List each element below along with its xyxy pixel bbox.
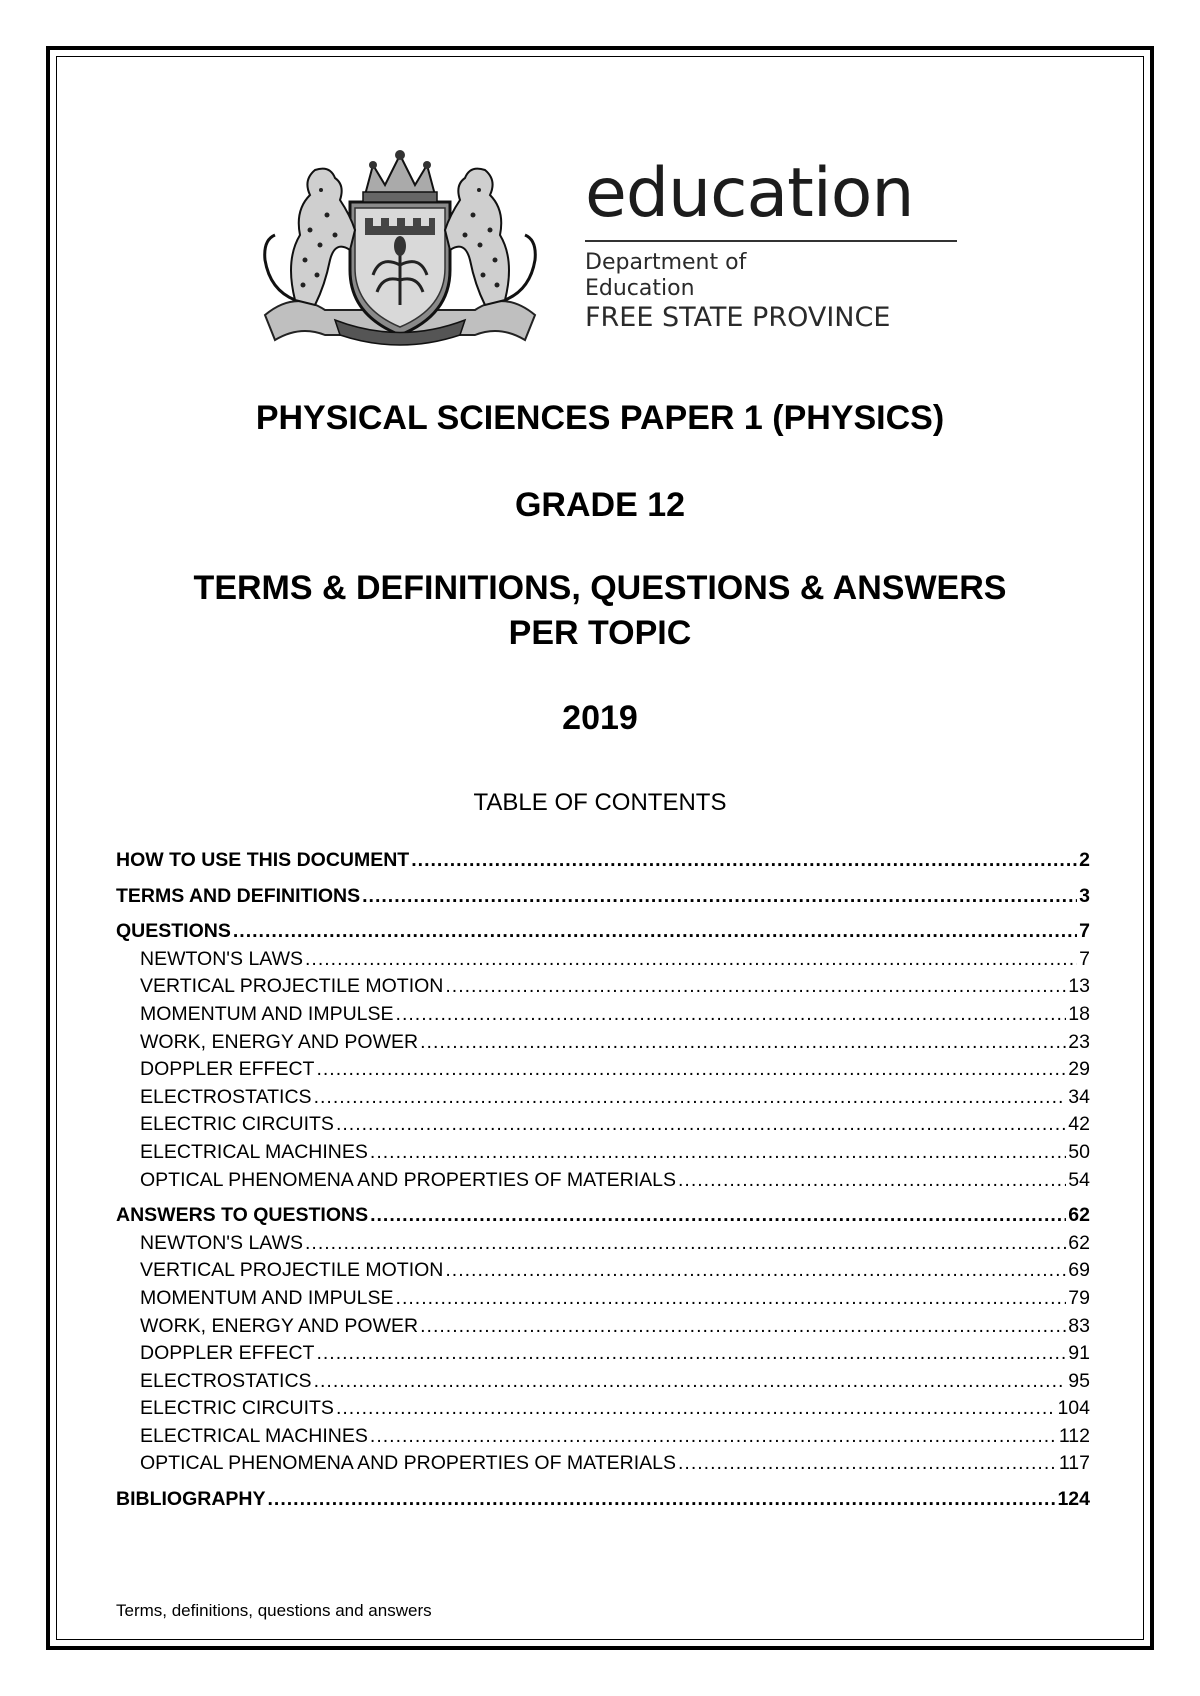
table-of-contents <box>116 847 1090 1514</box>
toc-entry-label: ELECTRICAL MACHINES <box>140 1140 368 1163</box>
grade-title: GRADE 12 <box>514 486 686 524</box>
toc-leader-dots <box>370 1423 1057 1451</box>
toc-entry-label: OPTICAL PHENOMENA AND PROPERTIES OF MATERIALS <box>140 1168 677 1191</box>
toc-leader-dots <box>305 1230 1066 1258</box>
toc-subentry[interactable] <box>116 1285 1090 1313</box>
toc-leader-dots <box>445 1257 1066 1285</box>
toc-entry-terms[interactable] <box>116 883 1090 911</box>
toc-entry-label: TERMS AND DEFINITIONS <box>116 884 361 907</box>
subtitle-line2: PER TOPIC <box>508 614 692 652</box>
document-title: PHYSICAL SCIENCES PAPER 1 (PHYSICS) <box>255 399 945 437</box>
wordmark-dept-line2: Education <box>585 276 695 301</box>
toc-entry-page: 83 <box>1068 1314 1090 1337</box>
toc-entry-bibliography[interactable] <box>116 1486 1090 1514</box>
toc-entry-label: MOMENTUM AND IMPULSE <box>140 1002 394 1025</box>
toc-entry-label: MOMENTUM AND IMPULSE <box>140 1286 394 1309</box>
toc-leader-dots <box>233 918 1077 946</box>
toc-entry-page: 104 <box>1057 1397 1090 1420</box>
toc-leader-dots <box>396 1001 1067 1029</box>
toc-entry-label: ELECTROSTATICS <box>140 1369 312 1392</box>
toc-subentry[interactable] <box>116 973 1090 1001</box>
toc-entry-label: ANSWERS TO QUESTIONS <box>116 1204 369 1227</box>
toc-entry-page: 23 <box>1068 1030 1090 1053</box>
page-footer: Terms, definitions, questions and answers <box>116 1601 432 1620</box>
toc-entry-page: 50 <box>1068 1140 1090 1163</box>
toc-leader-dots <box>305 946 1077 974</box>
toc-entry-label: HOW TO USE THIS DOCUMENT <box>116 849 410 871</box>
toc-entry-label: WORK, ENERGY AND POWER <box>140 1314 419 1337</box>
wordmark-dept-line1: Department of <box>585 250 747 275</box>
toc-leader-dots <box>362 883 1077 911</box>
toc-entry-page: 69 <box>1068 1259 1090 1282</box>
toc-subentry[interactable] <box>116 1450 1090 1478</box>
toc-entry-page: 13 <box>1068 975 1090 998</box>
toc-leader-dots <box>314 1368 1067 1396</box>
toc-leader-dots <box>268 1486 1056 1514</box>
wordmark-province: FREE STATE PROVINCE <box>585 302 891 333</box>
toc-entry-questions[interactable] <box>116 918 1090 946</box>
toc-entry-page: 124 <box>1057 1488 1090 1511</box>
toc-entry-page: 34 <box>1068 1085 1090 1108</box>
toc-leader-dots <box>370 1202 1066 1230</box>
logo-area <box>255 140 955 355</box>
toc-leader-dots <box>420 1029 1066 1057</box>
toc-leader-dots <box>678 1450 1057 1478</box>
toc-entry-label: BIBLIOGRAPHY <box>116 1488 266 1511</box>
toc-subentry[interactable] <box>116 1139 1090 1167</box>
toc-leader-dots <box>396 1285 1067 1313</box>
toc-entry-label: DOPPLER EFFECT <box>140 1058 315 1081</box>
toc-subentry[interactable] <box>116 1001 1090 1029</box>
toc-subentry[interactable] <box>116 1111 1090 1139</box>
toc-leader-dots <box>420 1313 1066 1341</box>
toc-subentry[interactable] <box>116 946 1090 974</box>
toc-entry-label: VERTICAL PROJECTILE MOTION <box>140 975 444 998</box>
toc-subentry[interactable] <box>116 1230 1090 1258</box>
toc-leader-dots <box>314 1084 1067 1112</box>
toc-subentry[interactable] <box>116 1395 1090 1423</box>
wordmark-education: education <box>585 154 914 233</box>
toc-entry-answers[interactable] <box>116 1202 1090 1230</box>
toc-entry-how-to-use[interactable] <box>116 847 1090 875</box>
toc-entry-page: 18 <box>1068 1002 1090 1025</box>
toc-leader-dots <box>678 1167 1066 1195</box>
toc-entry-label: QUESTIONS <box>116 920 231 943</box>
toc-entry-label: OPTICAL PHENOMENA AND PROPERTIES OF MATERIALS <box>140 1452 677 1475</box>
toc-leader-dots <box>336 1395 1056 1423</box>
toc-entry-page: 91 <box>1068 1342 1090 1365</box>
toc-entry-page: 54 <box>1068 1168 1090 1191</box>
toc-subentry[interactable] <box>116 1423 1090 1451</box>
toc-entry-label: VERTICAL PROJECTILE MOTION <box>140 1259 444 1282</box>
toc-entry-page: 112 <box>1058 1424 1090 1447</box>
toc-entry-label: ELECTRIC CIRCUITS <box>140 1113 334 1136</box>
toc-entry-label: ELECTROSTATICS <box>140 1085 312 1108</box>
toc-leader-dots <box>411 847 1077 875</box>
subtitle-line1: TERMS & DEFINITIONS, QUESTIONS & ANSWERS <box>193 569 1007 607</box>
toc-subentry[interactable] <box>116 1257 1090 1285</box>
toc-entry-label: DOPPLER EFFECT <box>140 1342 315 1365</box>
toc-entry-page: 62 <box>1068 1204 1090 1227</box>
toc-entry-label: WORK, ENERGY AND POWER <box>140 1030 419 1053</box>
toc-leader-dots <box>445 973 1066 1001</box>
toc-subentry[interactable] <box>116 1056 1090 1084</box>
toc-leader-dots <box>336 1111 1066 1139</box>
toc-subentry[interactable] <box>116 1084 1090 1112</box>
toc-leader-dots <box>316 1340 1066 1368</box>
toc-subentry[interactable] <box>116 1340 1090 1368</box>
toc-leader-dots <box>370 1139 1066 1167</box>
year-title: 2019 <box>562 699 638 737</box>
toc-heading: TABLE OF CONTENTS <box>473 789 727 816</box>
toc-entry-page: 95 <box>1068 1369 1090 1392</box>
toc-subentry[interactable] <box>116 1313 1090 1341</box>
toc-entry-page: 7 <box>1079 920 1090 943</box>
department-wordmark <box>585 154 965 334</box>
toc-entry-page: 117 <box>1058 1452 1090 1475</box>
toc-entry-page: 29 <box>1068 1058 1090 1081</box>
toc-entry-label: NEWTON'S LAWS <box>140 947 303 970</box>
wordmark-divider <box>585 240 957 242</box>
toc-entry-page: 62 <box>1068 1231 1090 1254</box>
toc-entry-page: 42 <box>1068 1113 1090 1136</box>
toc-subentry[interactable] <box>116 1167 1090 1195</box>
toc-entry-label: NEWTON'S LAWS <box>140 1231 303 1254</box>
toc-entry-label: ELECTRIC CIRCUITS <box>140 1397 334 1420</box>
toc-subentry[interactable] <box>116 1368 1090 1396</box>
toc-entry-page: 79 <box>1068 1286 1090 1309</box>
toc-entry-label: ELECTRICAL MACHINES <box>140 1424 368 1447</box>
toc-leader-dots <box>316 1056 1066 1084</box>
toc-subentry[interactable] <box>116 1029 1090 1057</box>
toc-entry-page: 3 <box>1079 884 1090 907</box>
toc-entry-page: 7 <box>1079 947 1090 970</box>
coat-of-arms-logo <box>255 140 545 355</box>
toc-entry-page: 2 <box>1079 849 1090 871</box>
